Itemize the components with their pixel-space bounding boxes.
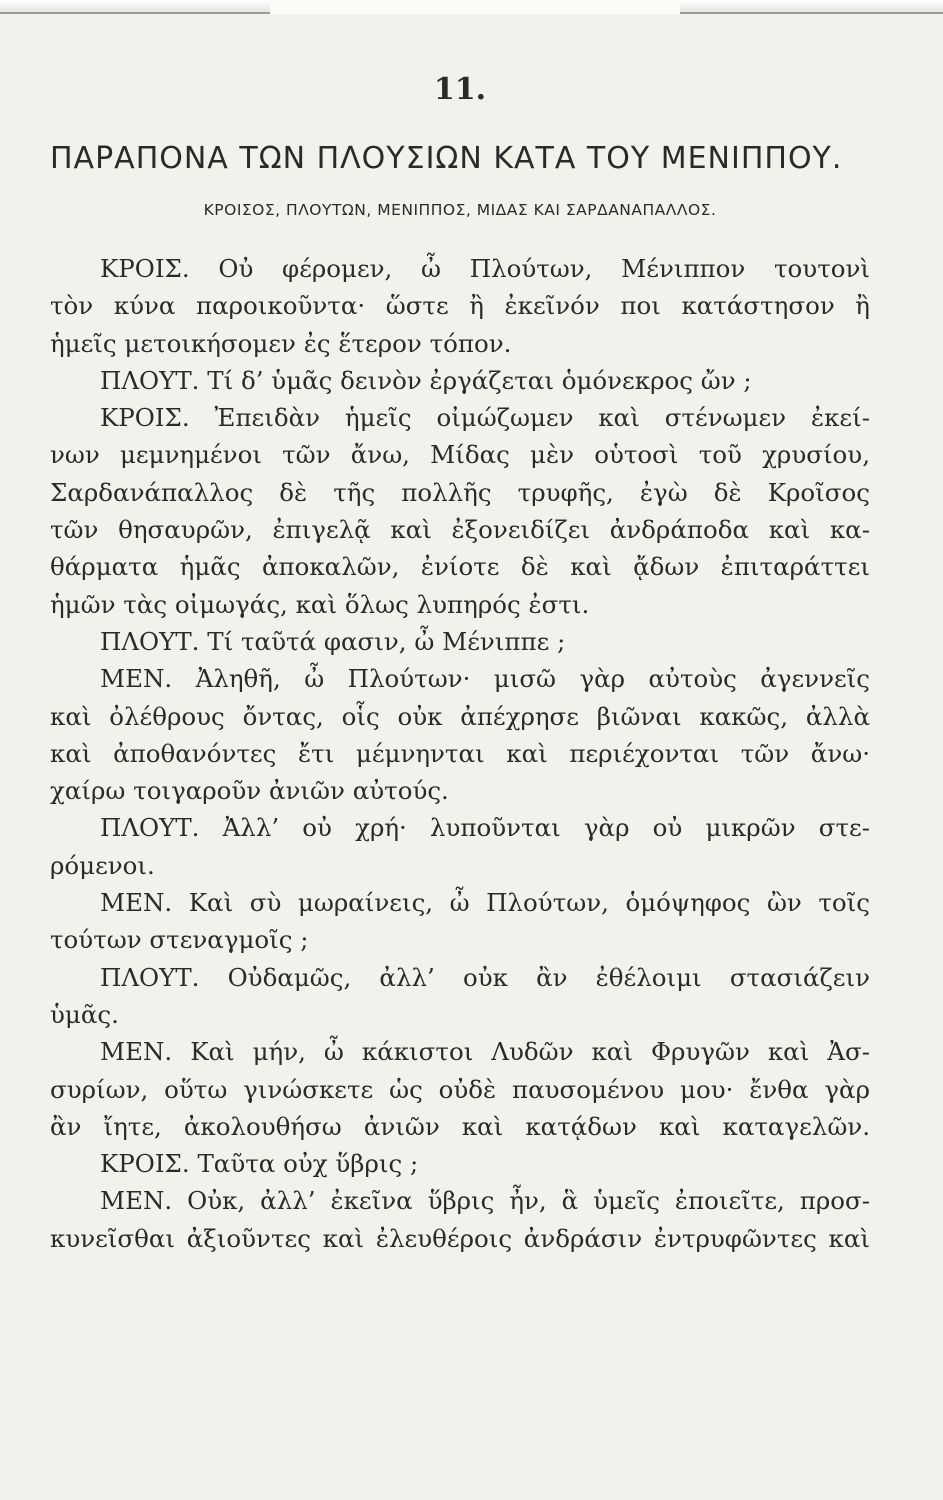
dialogue-text xyxy=(50,250,870,1257)
text-line: ἡμεῖς μετοικήσομεν ἐς ἕτερον τόπον. xyxy=(50,328,512,358)
text-line: ΠΛΟΥΤ. Ἀλλ’ οὐ χρή· λυποῦνται γὰρ οὐ μικρῶν στε- xyxy=(100,813,870,843)
text-line: θάρματα ἡμᾶς ἀποκαλῶν, ἐνίοτε δὲ καὶ ᾄδων ἐπιταράττει xyxy=(50,552,870,582)
dramatis-personae: ΚΡΟΙΣΟΣ, ΠΛΟΥΤΩΝ, ΜΕΝΙΠΠΟΣ, ΜΙΔΑΣ ΚΑΙ ΣΑΡΔΑΝΑΠΑΛΛΟΣ. xyxy=(203,201,717,219)
text-line: ΜΕΝ. Ἀληθῆ, ὦ Πλούτων· μισῶ γὰρ αὐτοὺς ἀγεννεῖς xyxy=(100,664,870,694)
text-line: νων μεμνημένοι τῶν ἄνω, Μίδας μὲν οὑτοσὶ τοῦ χρυσίου, xyxy=(50,440,870,470)
text-line: τὸν κύνα παροικοῦντα· ὥστε ἢ ἐκεῖνόν ποι κατάστησον ἢ xyxy=(50,291,870,321)
text-line: ΚΡΟΙΣ. Ταῦτα οὐχ ὕβρις ; xyxy=(100,1149,419,1179)
text-line: τῶν θησαυρῶν, ἐπιγελᾷ καὶ ἐξονειδίζει ἀνδράποδα καὶ κα- xyxy=(50,515,870,545)
text-line: καὶ ἀποθανόντες ἔτι μέμνηνται καὶ περιέχονται τῶν ἄνω· xyxy=(50,738,870,768)
chapter-title: ΠΑΡΑΠΟΝΑ ΤΩΝ ΠΛΟΥΣΙΩΝ ΚΑΤΑ ΤΟΥ ΜΕΝΙΠΠΟΥ. xyxy=(50,141,843,176)
text-line: χαίρω τοιγαροῦν ἀνιῶν αὐτούς. xyxy=(50,776,449,806)
text-line: ΚΡΟΙΣ. Ἐπειδὰν ἡμεῖς οἰμώζωμεν καὶ στένωμεν ἐκεί- xyxy=(100,403,870,433)
chapter-number: 11. xyxy=(433,72,487,107)
text-line: καὶ ὀλέθρους ὄντας, οἷς οὐκ ἀπέχρησε βιῶναι κακῶς, ἀλλὰ xyxy=(50,701,870,731)
text-line: ΚΡΟΙΣ. Οὐ φέρομεν, ὦ Πλούτων, Μένιππον τουτονὶ xyxy=(100,254,870,283)
text-line: ΜΕΝ. Οὐκ, ἀλλ’ ἐκεῖνα ὕβρις ἦν, ἃ ὑμεῖς ἐποιεῖτε, προσ- xyxy=(100,1186,870,1216)
text-line: ΠΛΟΥΤ. Οὐδαμῶς, ἀλλ’ οὐκ ἂν ἐθέλοιμι στασιάζειν xyxy=(100,962,870,992)
page-content xyxy=(50,72,870,1257)
text-line: ἂν ἴητε, ἀκολουθήσω ἀνιῶν καὶ κατᾴδων καὶ καταγελῶν. xyxy=(50,1111,870,1141)
text-line: τούτων στεναγμοῖς ; xyxy=(50,925,309,955)
text-line: ΠΛΟΥΤ. Τί ταῦτά φασιν, ὦ Μένιππε ; xyxy=(100,626,566,656)
text-line: ρόμενοι. xyxy=(50,850,155,880)
text-line: κυνεῖσθαι ἀξιοῦντες καὶ ἐλευθέροις ἀνδράσιν ἐντρυφῶντες καὶ xyxy=(50,1223,870,1253)
text-line: Σαρδανάπαλλος δὲ τῆς πολλῆς τρυφῆς, ἐγὼ δὲ Κροῖσος xyxy=(50,477,870,507)
text-line: ΜΕΝ. Καὶ σὺ μωραίνεις, ὦ Πλούτων, ὁμόψηφος ὢν τοῖς xyxy=(100,888,870,918)
top-border xyxy=(0,0,943,14)
text-line: ἡμῶν τὰς οἰμωγάς, καὶ ὅλως λυπηρός ἐστι. xyxy=(50,589,590,619)
text-line: ΠΛΟΥΤ. Τί δ’ ὑμᾶς δεινὸν ἐργάζεται ὁμόνεκρος ὤν ; xyxy=(100,365,752,395)
text-line: ΜΕΝ. Καὶ μήν, ὦ κάκιστοι Λυδῶν καὶ Φρυγῶν καὶ Ἀσ- xyxy=(100,1037,870,1067)
text-line: συρίων, οὕτω γινώσκετε ὡς οὐδὲ παυσομένου μου· ἔνθα γὰρ xyxy=(50,1074,870,1104)
text-line: ὑμᾶς. xyxy=(50,999,119,1029)
